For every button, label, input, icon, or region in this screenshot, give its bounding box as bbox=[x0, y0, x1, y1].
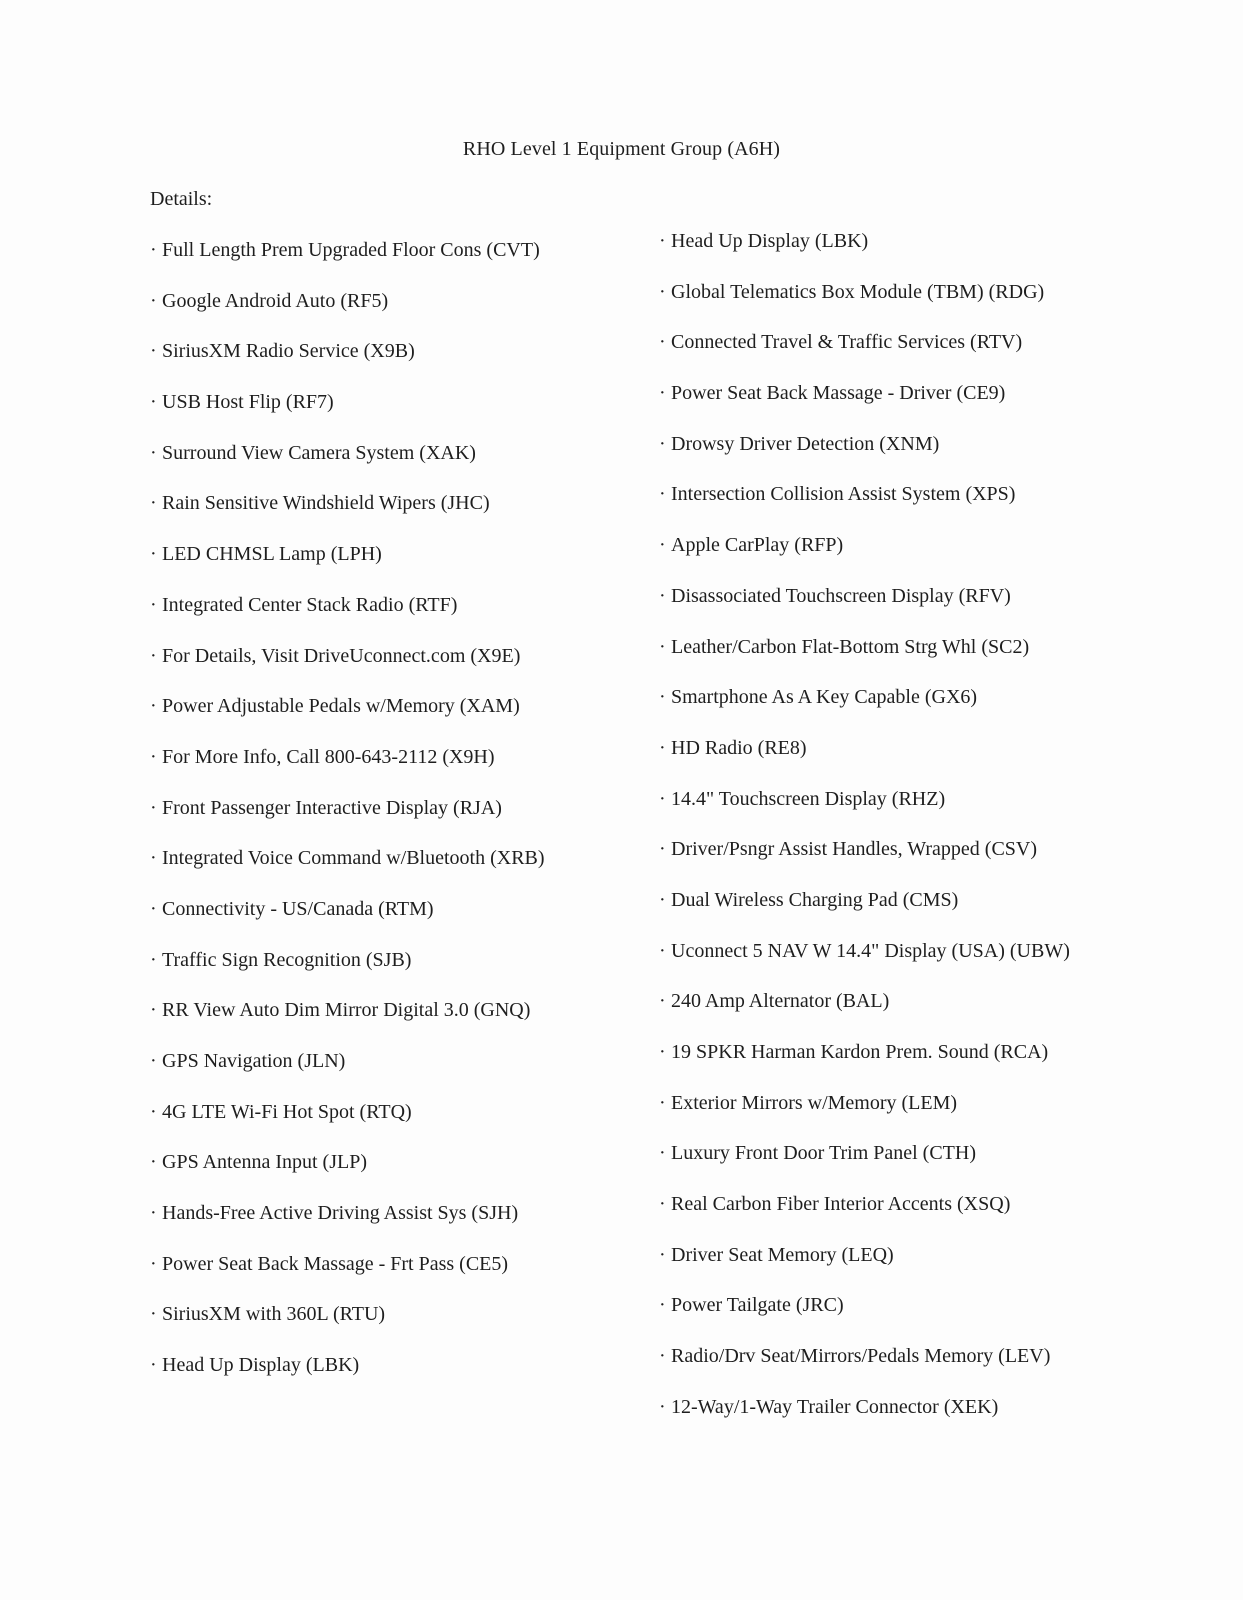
bullet-icon: · bbox=[659, 686, 666, 709]
equipment-item-label: Exterior Mirrors w/Memory (LEM) bbox=[671, 1091, 958, 1114]
equipment-item-label: Rain Sensitive Windshield Wipers (JHC) bbox=[162, 492, 490, 515]
bullet-icon: · bbox=[659, 382, 666, 405]
bullet-icon: · bbox=[150, 239, 157, 261]
bullet-icon: · bbox=[150, 1252, 157, 1275]
bullet-icon: · bbox=[150, 644, 157, 667]
equipment-item bbox=[659, 534, 1070, 585]
equipment-item bbox=[150, 1050, 545, 1101]
bullet-icon: · bbox=[659, 534, 666, 557]
equipment-item bbox=[150, 1303, 545, 1354]
equipment-item bbox=[659, 281, 1070, 332]
bullet-icon: · bbox=[659, 1041, 666, 1063]
bullet-icon: · bbox=[659, 483, 666, 506]
equipment-item-label: Intersection Collision Assist System (XPS) bbox=[671, 483, 1016, 506]
equipment-item bbox=[150, 999, 545, 1050]
equipment-item bbox=[659, 331, 1070, 382]
bullet-icon: · bbox=[659, 888, 666, 911]
equipment-item-label: Uconnect 5 NAV W 14.4" Display (USA) (UBW) bbox=[671, 939, 1070, 962]
equipment-item-label: Real Carbon Fiber Interior Accents (XSQ) bbox=[671, 1193, 1011, 1216]
bullet-icon: · bbox=[150, 948, 157, 971]
equipment-item bbox=[150, 1253, 545, 1304]
bullet-icon: · bbox=[659, 990, 666, 1013]
bullet-icon: · bbox=[150, 593, 157, 616]
equipment-item-label: Surround View Camera System (XAK) bbox=[162, 441, 476, 464]
bullet-icon: · bbox=[150, 1151, 157, 1174]
equipment-item bbox=[150, 797, 545, 848]
bullet-icon: · bbox=[150, 745, 157, 768]
equipment-item-label: Connectivity - US/Canada (RTM) bbox=[162, 897, 434, 920]
bullet-icon: · bbox=[150, 796, 157, 819]
equipment-item-label: Leather/Carbon Flat-Bottom Strg Whl (SC2) bbox=[671, 635, 1030, 658]
equipment-item bbox=[150, 847, 545, 898]
document-title: RHO Level 1 Equipment Group (A6H) bbox=[462, 138, 781, 160]
equipment-item-label: HD Radio (RE8) bbox=[671, 736, 807, 759]
equipment-item-label: RR View Auto Dim Mirror Digital 3.0 (GNQ) bbox=[162, 999, 531, 1022]
equipment-item bbox=[659, 1294, 1070, 1345]
equipment-item-label: 240 Amp Alternator (BAL) bbox=[671, 990, 890, 1013]
equipment-item-label: SiriusXM with 360L (RTU) bbox=[162, 1303, 386, 1326]
bullet-icon: · bbox=[659, 1091, 666, 1114]
bullet-icon: · bbox=[659, 230, 666, 252]
equipment-item bbox=[659, 230, 1070, 281]
bullet-icon: · bbox=[659, 1142, 666, 1165]
equipment-item-label: SiriusXM Radio Service (X9B) bbox=[162, 340, 415, 363]
equipment-item-label: Global Telematics Box Module (TBM) (RDG) bbox=[671, 280, 1045, 303]
equipment-item bbox=[659, 585, 1070, 636]
equipment-item bbox=[659, 737, 1070, 788]
bullet-icon: · bbox=[150, 543, 157, 566]
bullet-icon: · bbox=[150, 1354, 157, 1377]
equipment-item-label: LED CHMSL Lamp (LPH) bbox=[162, 543, 382, 566]
equipment-item-label: For Details, Visit DriveUconnect.com (X9E) bbox=[162, 644, 521, 667]
bullet-icon: · bbox=[659, 331, 666, 354]
equipment-item-label: Driver/Psngr Assist Handles, Wrapped (CSV) bbox=[671, 838, 1038, 861]
equipment-item bbox=[150, 594, 545, 645]
bullet-icon: · bbox=[659, 280, 666, 303]
equipment-item bbox=[150, 1151, 545, 1202]
equipment-item-label: GPS Antenna Input (JLP) bbox=[162, 1151, 367, 1174]
equipment-item-label: Dual Wireless Charging Pad (CMS) bbox=[671, 888, 959, 911]
equipment-item bbox=[659, 636, 1070, 687]
equipment-item bbox=[150, 492, 545, 543]
bullet-icon: · bbox=[659, 787, 666, 810]
equipment-item-label: Front Passenger Interactive Display (RJA) bbox=[162, 796, 502, 819]
equipment-item bbox=[150, 543, 545, 594]
equipment-item-label: 14.4" Touchscreen Display (RHZ) bbox=[671, 787, 946, 810]
equipment-item-label: Luxury Front Door Trim Panel (CTH) bbox=[671, 1142, 976, 1165]
bullet-icon: · bbox=[150, 1050, 157, 1072]
equipment-item-label: Disassociated Touchscreen Display (RFV) bbox=[671, 584, 1011, 607]
equipment-item-label: Full Length Prem Upgraded Floor Cons (CVT) bbox=[162, 239, 540, 261]
equipment-item bbox=[150, 340, 545, 391]
equipment-item bbox=[659, 788, 1070, 839]
equipment-item-label: Driver Seat Memory (LEQ) bbox=[671, 1243, 894, 1266]
equipment-item bbox=[150, 1101, 545, 1152]
bullet-icon: · bbox=[150, 695, 157, 718]
equipment-item-label: Connected Travel & Traffic Services (RTV) bbox=[671, 331, 1023, 354]
bullet-icon: · bbox=[150, 1100, 157, 1123]
equipment-item bbox=[659, 889, 1070, 940]
equipment-item bbox=[659, 1041, 1070, 1092]
equipment-item bbox=[150, 442, 545, 493]
bullet-icon: · bbox=[150, 492, 157, 515]
equipment-item-label: Head Up Display (LBK) bbox=[162, 1354, 360, 1377]
bullet-icon: · bbox=[150, 289, 157, 312]
equipment-item bbox=[659, 1244, 1070, 1295]
equipment-item bbox=[659, 1396, 1070, 1447]
equipment-item bbox=[659, 1193, 1070, 1244]
equipment-item bbox=[659, 940, 1070, 991]
bullet-icon: · bbox=[659, 635, 666, 658]
equipment-item-label: Integrated Voice Command w/Bluetooth (XRB) bbox=[162, 847, 545, 870]
equipment-item-label: USB Host Flip (RF7) bbox=[162, 391, 334, 414]
equipment-item bbox=[659, 990, 1070, 1041]
bullet-icon: · bbox=[659, 939, 666, 962]
equipment-item-label: Drowsy Driver Detection (XNM) bbox=[671, 432, 940, 455]
equipment-item-label: Apple CarPlay (RFP) bbox=[671, 534, 844, 557]
equipment-item bbox=[150, 695, 545, 746]
equipment-item bbox=[659, 433, 1070, 484]
equipment-item-label: Traffic Sign Recognition (SJB) bbox=[162, 948, 412, 971]
bullet-icon: · bbox=[150, 999, 157, 1022]
bullet-icon: · bbox=[659, 1345, 666, 1368]
bullet-icon: · bbox=[150, 340, 157, 363]
equipment-item-label: GPS Navigation (JLN) bbox=[162, 1050, 346, 1072]
equipment-item-label: Power Tailgate (JRC) bbox=[671, 1294, 844, 1317]
equipment-item bbox=[150, 391, 545, 442]
equipment-item bbox=[150, 239, 545, 290]
bullet-icon: · bbox=[659, 584, 666, 607]
bullet-icon: · bbox=[150, 441, 157, 464]
equipment-item-label: 12-Way/1-Way Trailer Connector (XEK) bbox=[671, 1395, 999, 1418]
bullet-icon: · bbox=[150, 1202, 157, 1225]
bullet-icon: · bbox=[659, 1294, 666, 1317]
bullet-icon: · bbox=[659, 1243, 666, 1266]
bullet-icon: · bbox=[150, 1303, 157, 1326]
equipment-item-label: Power Adjustable Pedals w/Memory (XAM) bbox=[162, 695, 520, 718]
equipment-item-label: Hands-Free Active Driving Assist Sys (SJH) bbox=[162, 1202, 519, 1225]
details-label: Details: bbox=[150, 188, 213, 210]
bullet-icon: · bbox=[659, 432, 666, 455]
equipment-item bbox=[150, 645, 545, 696]
equipment-list-left bbox=[150, 239, 545, 1405]
equipment-item bbox=[150, 1354, 545, 1405]
equipment-item bbox=[150, 949, 545, 1000]
equipment-item-label: Power Seat Back Massage - Driver (CE9) bbox=[671, 382, 1006, 405]
equipment-item-label: Head Up Display (LBK) bbox=[671, 230, 869, 252]
equipment-item-label: 4G LTE Wi-Fi Hot Spot (RTQ) bbox=[162, 1100, 412, 1123]
equipment-item bbox=[659, 1142, 1070, 1193]
bullet-icon: · bbox=[150, 391, 157, 414]
bullet-icon: · bbox=[150, 897, 157, 920]
equipment-item bbox=[150, 898, 545, 949]
equipment-item bbox=[659, 382, 1070, 433]
equipment-item bbox=[659, 1092, 1070, 1143]
equipment-item-label: For More Info, Call 800-643-2112 (X9H) bbox=[162, 745, 495, 768]
equipment-item bbox=[150, 746, 545, 797]
equipment-item bbox=[659, 838, 1070, 889]
bullet-icon: · bbox=[659, 736, 666, 759]
equipment-item-label: Power Seat Back Massage - Frt Pass (CE5) bbox=[162, 1252, 509, 1275]
bullet-icon: · bbox=[150, 847, 157, 870]
equipment-item-label: Google Android Auto (RF5) bbox=[162, 289, 389, 312]
equipment-item bbox=[150, 1202, 545, 1253]
equipment-list-right bbox=[659, 230, 1070, 1447]
bullet-icon: · bbox=[659, 838, 666, 861]
equipment-item bbox=[150, 290, 545, 341]
equipment-item bbox=[659, 686, 1070, 737]
bullet-icon: · bbox=[659, 1395, 666, 1418]
equipment-item-label: Integrated Center Stack Radio (RTF) bbox=[162, 593, 458, 616]
equipment-item-label: Smartphone As A Key Capable (GX6) bbox=[671, 686, 978, 709]
equipment-item bbox=[659, 1345, 1070, 1396]
equipment-item-label: 19 SPKR Harman Kardon Prem. Sound (RCA) bbox=[671, 1041, 1049, 1063]
bullet-icon: · bbox=[659, 1193, 666, 1216]
equipment-item bbox=[659, 483, 1070, 534]
equipment-item-label: Radio/Drv Seat/Mirrors/Pedals Memory (LEV) bbox=[671, 1345, 1051, 1368]
